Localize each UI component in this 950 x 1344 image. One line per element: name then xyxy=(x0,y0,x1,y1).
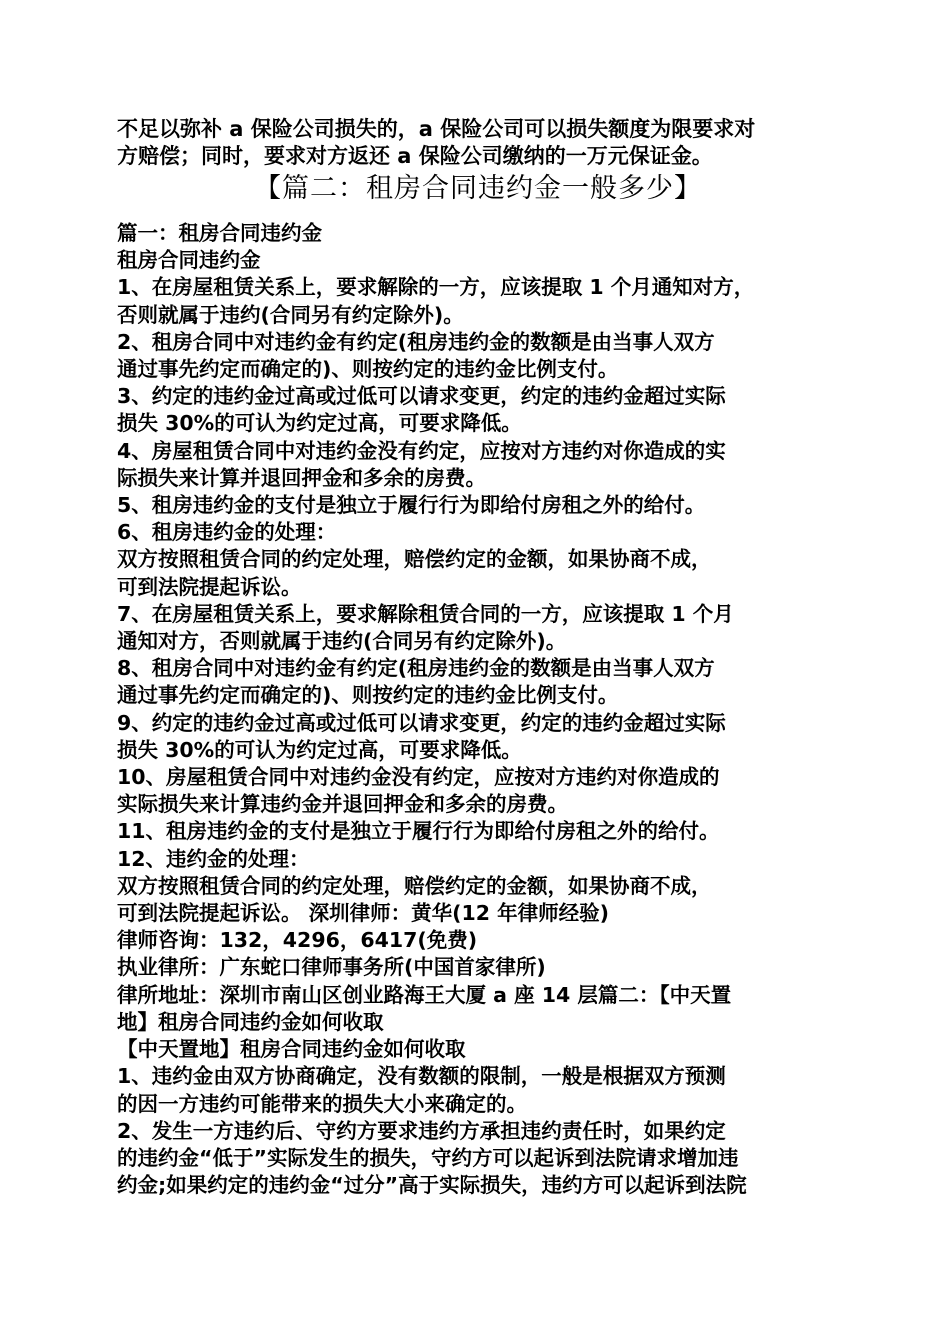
text-line: 约金;如果约定的违约金“过分”高于实际损失，违约方可以起诉到法院 xyxy=(117,1173,747,1198)
text-line: 2、发生一方违约后、守约方要求违约方承担违约责任时，如果约定 xyxy=(117,1118,726,1143)
text-line: 10、房屋租赁合同中对违约金没有约定，应按对方违约对你造成的 xyxy=(117,765,720,790)
text-line: 双方按照租赁合同的约定处理，赔偿约定的金额，如果协商不成， xyxy=(117,547,712,572)
text-line: 【中天置地】租房合同违约金如何收取 xyxy=(117,1037,466,1062)
text-line: 11、租房违约金的支付是独立于履行行为即给付房租之外的给付。 xyxy=(117,819,720,844)
text-line: 通过事先约定而确定的)、则按约定的违约金比例支付。 xyxy=(117,683,619,708)
intro-paragraph xyxy=(117,116,839,170)
text-line: 12、违约金的处理： xyxy=(117,846,310,871)
text-line: 可到法院提起诉讼。 深圳律师：黄华(12 年律师经验) xyxy=(117,901,610,926)
text-line: 的因一方违约可能带来的损失大小来确定的。 xyxy=(117,1091,527,1116)
text-line: 双方按照租赁合同的约定处理，赔偿约定的金额，如果协商不成， xyxy=(117,873,712,898)
text-line: 8、租房合同中对违约金有约定(租房违约金的数额是由当事人双方 xyxy=(117,656,715,681)
text-line: 损失 30%的可认为约定过高，可要求降低。 xyxy=(117,411,522,436)
text-line: 5、租房违约金的支付是独立于履行行为即给付房租之外的给付。 xyxy=(117,493,706,518)
text-line: 执业律所：广东蛇口律师事务所(中国首家律所) xyxy=(117,955,546,980)
text-line: 6、租房违约金的处理： xyxy=(117,520,337,545)
text-line: 通知对方，否则就属于违约(合同另有约定除外)。 xyxy=(117,629,567,654)
intro-line: 方赔偿；同时，要求对方返还 a 保险公司缴纳的一万元保证金。 xyxy=(117,144,713,168)
text-line: 律所地址：深圳市南山区创业路海王大厦 a 座 14 层篇二：【中天置 xyxy=(117,982,732,1007)
text-line: 1、违约金由双方协商确定，没有数额的限制，一般是根据双方预测 xyxy=(117,1064,726,1089)
text-line: 地】租房合同违约金如何收取 xyxy=(117,1009,384,1034)
intro-line: 不足以弥补 a 保险公司损失的，a 保险公司可以损失额度为限要求对 xyxy=(117,117,756,141)
section-heading: 【篇二：租房合同违约金一般多少】 xyxy=(254,173,702,204)
text-line: 通过事先约定而确定的)、则按约定的违约金比例支付。 xyxy=(117,357,619,382)
text-line: 2、租房合同中对违约金有约定(租房违约金的数额是由当事人双方 xyxy=(117,329,715,354)
document-body xyxy=(117,220,839,1199)
text-line: 否则就属于违约(合同另有约定除外)。 xyxy=(117,302,464,327)
text-line: 的违约金“低于”实际发生的损失，守约方可以起诉到法院请求增加违 xyxy=(117,1145,739,1170)
text-line: 实际损失来计算违约金并退回押金和多余的房费。 xyxy=(117,792,568,817)
text-line: 律师咨询：132，4296，6417(免费) xyxy=(117,928,478,953)
text-line: 4、房屋租赁合同中对违约金没有约定，应按对方违约对你造成的实 xyxy=(117,438,726,463)
text-line: 租房合同违约金 xyxy=(117,248,261,273)
document-content xyxy=(117,116,839,1199)
text-line: 可到法院提起诉讼。 xyxy=(117,574,302,599)
text-line: 7、在房屋租赁关系上，要求解除租赁合同的一方，应该提取 1 个月 xyxy=(117,601,734,626)
text-line: 3、约定的违约金过高或过低可以请求变更，约定的违约金超过实际 xyxy=(117,384,726,409)
text-line: 篇一：租房合同违约金 xyxy=(117,221,322,245)
text-line: 1、在房屋租赁关系上，要求解除的一方，应该提取 1 个月通知对方， xyxy=(117,275,755,300)
text-line: 际损失来计算并退回押金和多余的房费。 xyxy=(117,465,486,490)
text-line: 损失 30%的可认为约定过高，可要求降低。 xyxy=(117,737,522,762)
text-line: 9、约定的违约金过高或过低可以请求变更，约定的违约金超过实际 xyxy=(117,710,726,735)
